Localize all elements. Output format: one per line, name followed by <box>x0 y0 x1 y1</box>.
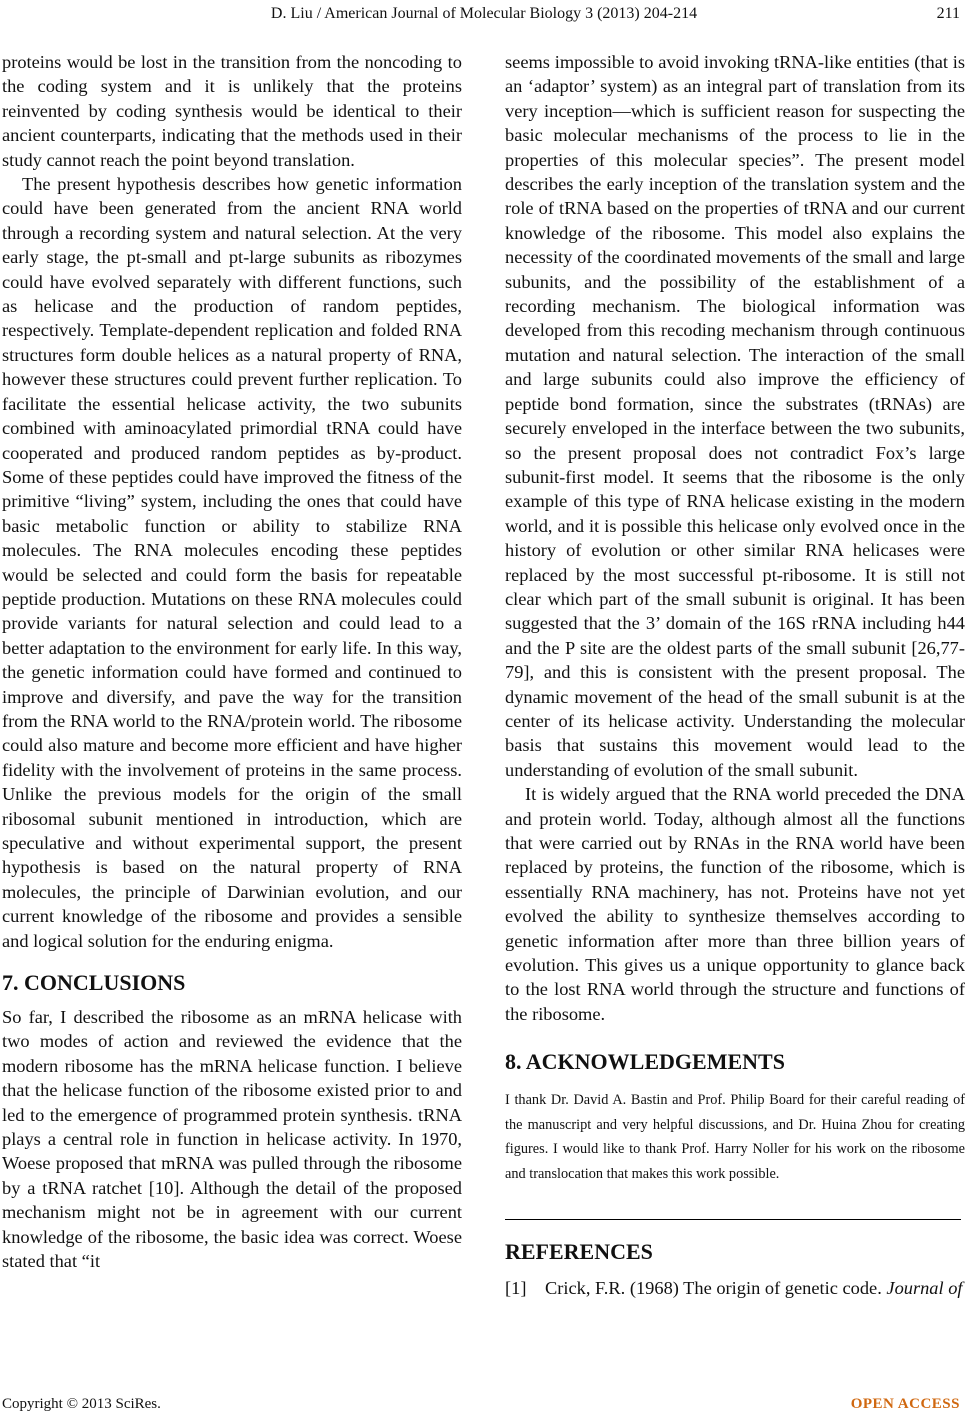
section-heading-conclusions: 7. CONCLUSIONS <box>2 970 186 996</box>
page-footer <box>0 1396 968 1416</box>
paragraph: It is widely argued that the RNA world preceded the DNA and protein world. Today, although almost all the functions that were carried out by RNAs in the RNA world have been replaced by proteins, the function of the ribosome, which is essentially RNA machinery, has not. Proteins have not yet evolved the ability to synthesize themselves according to genetic information after more than three billion years of evolution. This gives us a unique opportunity to glance back to the lost RNA world through the structure and functions of the ribosome. <box>505 784 965 1024</box>
left-column <box>2 50 462 1274</box>
paragraph: seems impossible to avoid invoking tRNA-like entities (that is an ‘adaptor’ system) as an integral part of translation from its very inception—which is sufficient reason for suspecting the basic molecular mechanisms of the process to lie in the properties of this molecular species”. The present model describes the early inception of the translation system and the role of tRNA based on the properties of tRNA and our current knowledge of the ribosome. This model also explains the necessity of the coordinated movements of the small and large subunits, and the possibility of the establishment of a recording mechanism. The biological information was developed from this recoding mechanism through continuous mutation and natural selection. The interaction of the small and large subunits could also improve the efficiency of peptide bond formation, since the substrates (tRNAs) are securely enveloped in the interface between the two subunits, so the present proposal does not contradict Fox’s large subunit-first model. It seems that the ribosome is the only example of this type of RNA helicase existing in the modern world, and it is possible this helicase only evolved once in the history of evolution or other similar RNA helicases were replaced by the most successful pt-ribosome. It is still not clear which part of the small subunit is original. It has been suggested that the 3’ domain of the 16S rRNA including h44 and the P site are the oldest parts of the small subunit [26,77-79], and this is consistent with the present proposal. The dynamic movement of the head of the small subunit is at the center of its helicase activity. Understanding the molecular basis that sustains this movement would lead to the understanding of evolution of the small subunit. <box>505 52 965 780</box>
paragraph: proteins would be lost in the transition from the noncoding to the coding system and it is unlikely that the proteins reinvented by coding synthesis would be identical to their ancient counterparts, indicating that the methods used in their study cannot reach the point beyond translation. <box>2 52 462 170</box>
section-heading-references: REFERENCES <box>505 1239 653 1265</box>
page-number: 211 <box>936 5 960 22</box>
reference-item <box>505 1276 965 1300</box>
running-title: D. Liu / American Journal of Molecular Biology 3 (2013) 204-214 <box>270 5 698 22</box>
acknowledgements-text: I thank Dr. David A. Bastin and Prof. Philip Board for their careful reading of the manuscript and very helpful discussions, and Dr. Huina Zhou for creating figures. I would like to thank Prof. Harry Noller for his work on the ribosome and translocation that makes this work possible. <box>505 1092 965 1182</box>
running-header <box>0 0 968 30</box>
section-divider <box>505 1219 961 1220</box>
paragraph: So far, I described the ribosome as an mRNA helicase with two modes of action and reviewed the evidence that the modern ribosome has the mRNA helicase function. I believe that the helicase function of the ribosome existed prior to and led to the emergence of programmed protein synthesis. tRNA plays a central role in function in helicase activity. In 1970, Woese proposed that mRNA was pulled through the ribosome by a tRNA ratchet [10]. Although the detail of the proposed mechanism might not be in agreement with our current knowledge of the ribosome, the basic idea was correct. Woese stated that “it <box>2 1007 462 1272</box>
reference-number: [1] <box>505 1278 527 1299</box>
right-column <box>505 50 965 1300</box>
open-access-label: OPEN ACCESS <box>850 1396 960 1412</box>
section-heading-acknowledgements: 8. ACKNOWLEDGEMENTS <box>505 1049 785 1075</box>
reference-text: Crick, F.R. (1968) The origin of genetic code. <box>545 1278 887 1299</box>
paragraph: The present hypothesis describes how genetic information could have been generated from the ancient RNA world through a recording system and natural selection. At the very early stage, the pt-small and pt-large subunits as ribozymes could have evolved separately with different functions, such as helicase and the production of random peptides, respectively. Template-dependent replication and folded RNA structures form double helices as a natural property of RNA, however these structures could prevent further replication. To facilitate the essential helicase activity, the two subunits combined with aminoacylated primordial tRNA could have cooperated and produced random peptides as by-product. Some of these peptides could have improved the fitness of the primitive “living” system, including the ones that could have basic metabolic function or ability to stabilize RNA molecules. The RNA molecules encoding these peptides would be selected and could form the basis for repeatable peptide production. Mutations on these RNA molecules could provide variants for natural selection and could lead to a better adaptation to the environment for early life. In this way, the genetic information could have formed and continued to improve and diversify, and pave the way for the transition from the RNA world to the RNA/protein world. The ribosome could also mature and become more efficient and have higher fidelity with the involvement of proteins in the same process. Unlike the previous models for the origin of the small ribosomal subunit mentioned in introduction, which are speculative and without experimental support, the present hypothesis is based on the natural property of RNA molecules, the principle of Darwinian evolution, and our current knowledge of the ribosome and provides a sensible and logical solution for the enduring enigma. <box>2 174 462 951</box>
reference-journal: Journal of <box>886 1278 963 1299</box>
copyright-notice: Copyright © 2013 SciRes. <box>2 1396 161 1412</box>
